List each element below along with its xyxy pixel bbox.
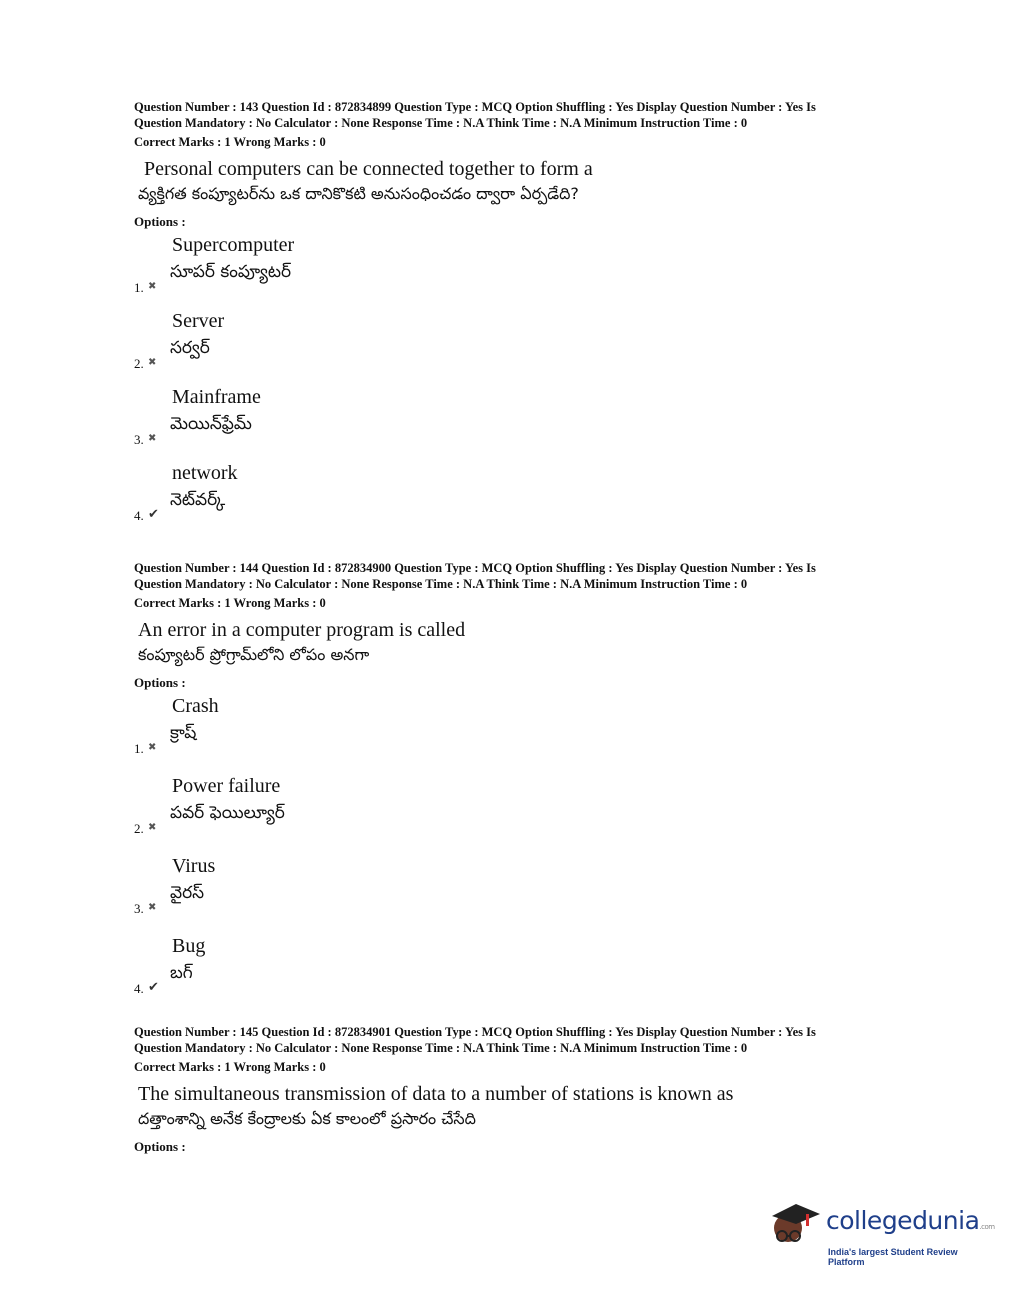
- option-text-telugu: వైరస్: [170, 883, 205, 903]
- question-143: [134, 99, 894, 534]
- question-text-english: Personal computers can be connected together to form a: [144, 158, 593, 180]
- option-text-telugu: మెయిన్‌ఫ్రేమ్: [170, 414, 252, 434]
- question-marks: Correct Marks : 1 Wrong Marks : 0: [134, 1060, 326, 1074]
- option-number: 2.: [134, 356, 144, 371]
- options-label: Options :: [134, 675, 186, 690]
- question-meta-line2: Question Mandatory : No Calculator : None Response Time : N.A Think Time : N.A Minimum Instruction Time : 0: [134, 1041, 748, 1055]
- option-text-telugu: బగ్: [170, 963, 193, 983]
- option-2: [134, 306, 894, 382]
- wrong-icon: ✖: [148, 281, 157, 292]
- option-text-english: Power failure: [172, 775, 281, 797]
- option-number: 1.: [134, 741, 144, 756]
- question-marks: Correct Marks : 1 Wrong Marks : 0: [134, 135, 326, 149]
- option-3: [134, 382, 894, 458]
- option-4: [134, 458, 894, 534]
- question-144: [134, 560, 894, 1011]
- option-number: 4.: [134, 981, 144, 996]
- question-text-telugu: వ్యక్తిగత కంప్యూటర్‌ను ఒక దానికొకటి అనుసంధించడం ద్వారా ఏర్పడేది?: [138, 184, 579, 203]
- options-label: Options :: [134, 1139, 186, 1154]
- options-label: Options :: [134, 214, 186, 229]
- option-number: 3.: [134, 901, 144, 916]
- option-number: 1.: [134, 280, 144, 295]
- question-text-telugu: దత్తాంశాన్ని అనేక కేంద్రాలకు ఏక కాలంలో ప్రసారం చేసేది: [138, 1109, 476, 1128]
- option-text-english: Mainframe: [172, 386, 261, 408]
- option-2: [134, 771, 894, 851]
- wrong-icon: ✖: [148, 742, 157, 753]
- option-4: [134, 931, 894, 1011]
- question-text-english: The simultaneous transmission of data to a number of stations is known as: [138, 1083, 734, 1105]
- wrong-icon: ✖: [148, 902, 157, 913]
- option-text-telugu: నెట్‌వర్క్: [170, 490, 226, 510]
- question-meta-line1: Question Number : 145 Question Id : 872834901 Question Type : MCQ Option Shuffling : Yes Display Question Number : Yes Is: [134, 1025, 816, 1039]
- option-text-telugu: క్రాష్: [170, 723, 197, 743]
- wrong-icon: ✖: [148, 433, 157, 444]
- option-number: 2.: [134, 821, 144, 836]
- check-icon: ✔: [148, 507, 159, 522]
- option-text-english: Virus: [172, 855, 216, 877]
- collegedunia-logo: [766, 1198, 996, 1270]
- logo-tagline: India's largest Student Review Platform: [828, 1247, 958, 1267]
- question-text-telugu: కంప్యూటర్ ప్రోగ్రామ్‌లోని లోపం అనగా: [138, 645, 370, 664]
- check-icon: ✔: [148, 980, 159, 995]
- option-text-english: Crash: [172, 695, 219, 717]
- option-1: [134, 691, 894, 771]
- option-text-telugu: సర్వర్: [170, 338, 210, 358]
- option-text-english: Bug: [172, 935, 206, 957]
- question-text-english: An error in a computer program is called: [138, 619, 466, 641]
- option-number: 4.: [134, 508, 144, 523]
- question-145: [134, 1024, 894, 1155]
- option-number: 3.: [134, 432, 144, 447]
- option-text-english: Server: [172, 310, 225, 332]
- wrong-icon: ✖: [148, 822, 157, 833]
- option-text-telugu: పవర్ ఫెయిల్యూర్: [170, 803, 285, 823]
- option-text-english: network: [172, 462, 238, 484]
- option-3: [134, 851, 894, 931]
- option-1: [134, 230, 894, 306]
- question-meta-line1: Question Number : 144 Question Id : 872834900 Question Type : MCQ Option Shuffling : Yes Display Question Number : Yes Is: [134, 561, 816, 575]
- option-text-telugu: సూపర్ కంప్యూటర్: [170, 262, 292, 282]
- question-meta-line1: Question Number : 143 Question Id : 872834899 Question Type : MCQ Option Shuffling : Yes Display Question Number : Yes Is: [134, 100, 816, 114]
- wrong-icon: ✖: [148, 357, 157, 368]
- logo-wordmark: collegedunia.com: [826, 1206, 995, 1235]
- option-text-english: Supercomputer: [172, 234, 295, 256]
- question-meta-line2: Question Mandatory : No Calculator : None Response Time : N.A Think Time : N.A Minimum Instruction Time : 0: [134, 577, 748, 591]
- graduate-mascot-icon: [766, 1198, 826, 1258]
- question-marks: Correct Marks : 1 Wrong Marks : 0: [134, 596, 326, 610]
- question-meta-line2: Question Mandatory : No Calculator : None Response Time : N.A Think Time : N.A Minimum Instruction Time : 0: [134, 116, 748, 130]
